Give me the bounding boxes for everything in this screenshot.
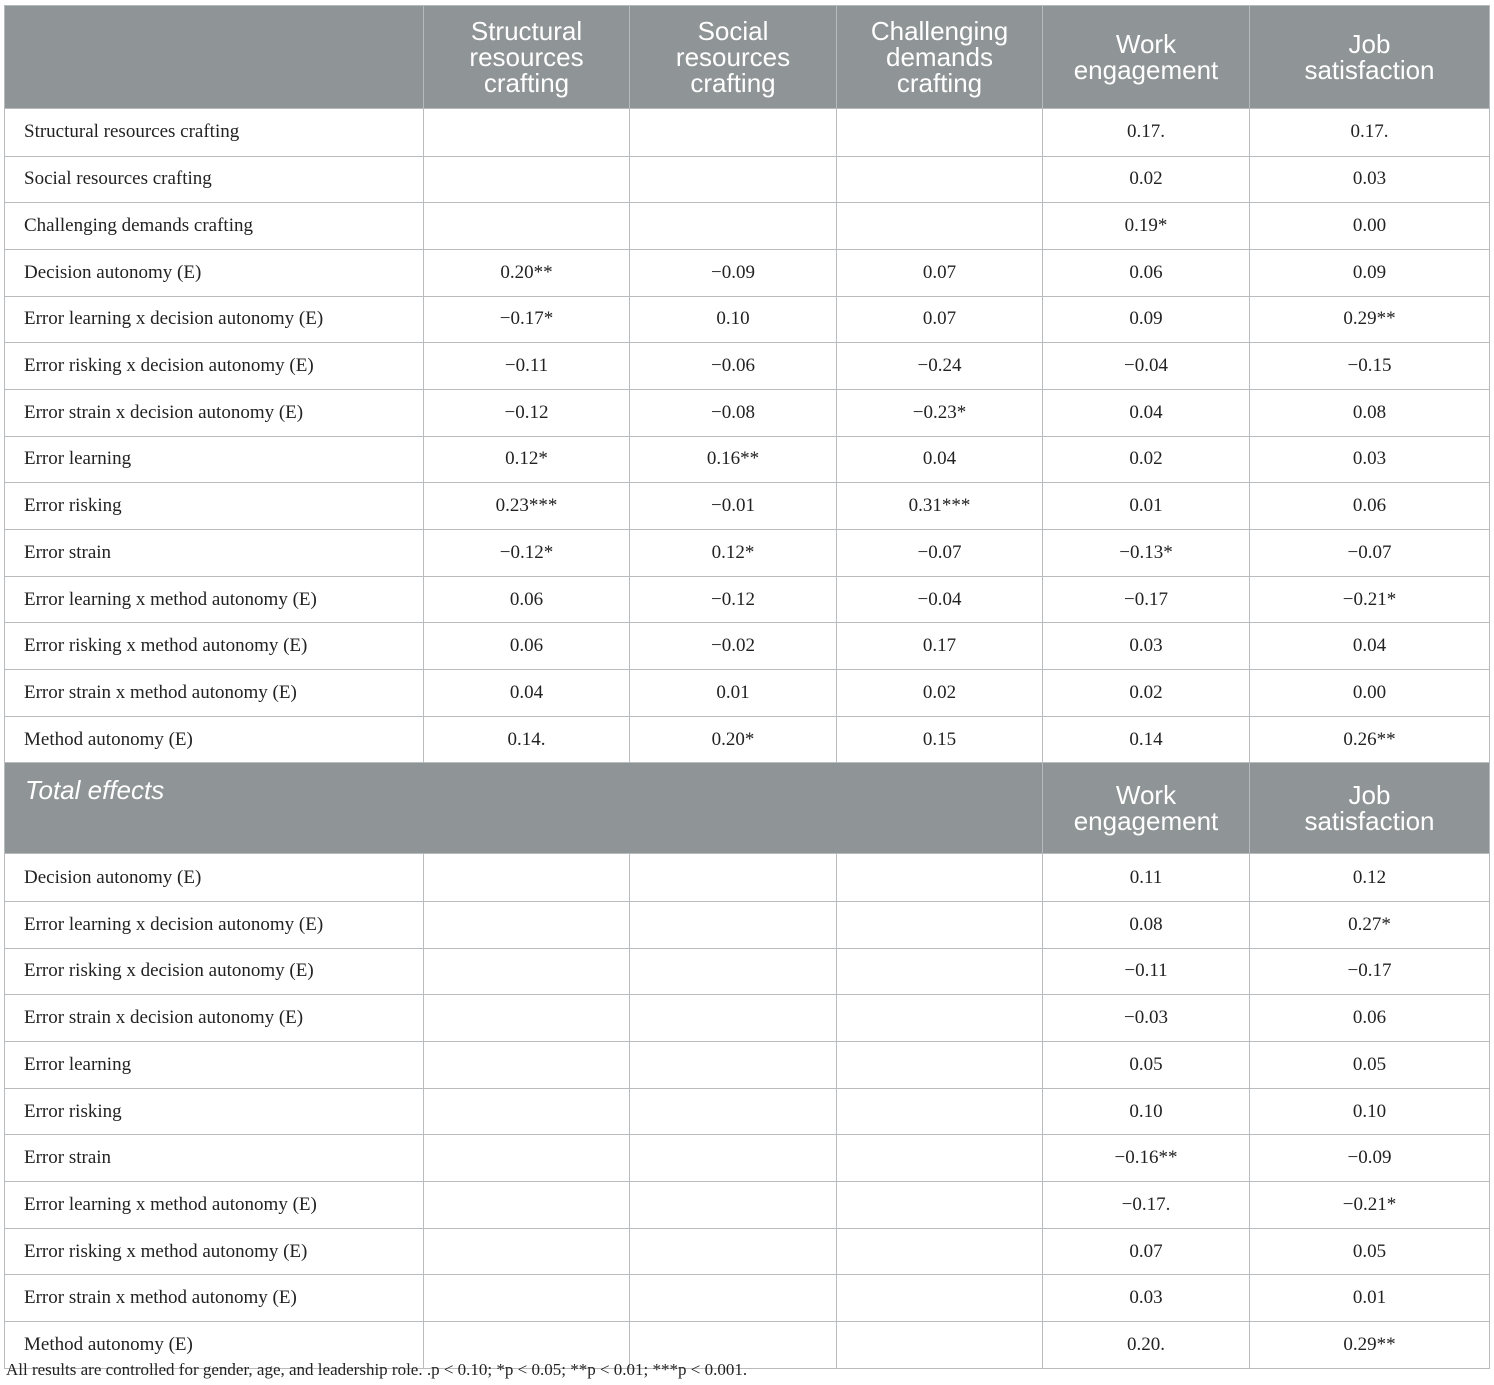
value-cell: −0.11 [424,343,630,390]
value-cell: 0.19* [1043,203,1250,250]
value-cell: 0.09 [1043,296,1250,343]
value-cell: 0.08 [1043,901,1250,948]
value-cell: 0.04 [1250,623,1490,670]
value-cell [837,948,1043,995]
row-label: Error strain x method autonomy (E) [5,670,424,717]
value-cell: 0.01 [1250,1275,1490,1322]
table-row [5,1135,1490,1182]
header-work-engagement [1043,6,1250,109]
value-cell: 0.05 [1043,1042,1250,1089]
value-cell: 0.06 [424,576,630,623]
value-cell [630,1088,837,1135]
value-cell: 0.07 [1043,1228,1250,1275]
table-row [5,1228,1490,1275]
header-job-satisfaction [1250,6,1490,109]
header-label: Social resources crafting [675,16,791,98]
row-label: Method autonomy (E) [5,716,424,763]
value-cell: 0.05 [1250,1228,1490,1275]
row-label: Challenging demands crafting [5,203,424,250]
value-cell: −0.12* [424,530,630,577]
value-cell: 0.06 [1250,483,1490,530]
table-footnote: All results are controlled for gender, age, and leadership role. .p < 0.10; *p < 0.05; **p < 0.01; ***p < 0.001. [6,1360,748,1379]
value-cell: 0.10 [630,296,837,343]
row-label: Error strain x decision autonomy (E) [5,389,424,436]
table-row [5,995,1490,1042]
header-label: Work engagement [1073,29,1219,85]
value-cell [424,203,630,250]
value-cell [424,156,630,203]
value-cell [424,1228,630,1275]
value-cell: −0.24 [837,343,1043,390]
row-label: Error learning x decision autonomy (E) [5,901,424,948]
value-cell: 0.31*** [837,483,1043,530]
table-row [5,483,1490,530]
table-row [5,530,1490,577]
row-label: Structural resources crafting [5,109,424,157]
table-row [5,343,1490,390]
value-cell: −0.23* [837,389,1043,436]
value-cell: 0.14. [424,716,630,763]
value-cell: −0.08 [630,389,837,436]
value-cell [424,901,630,948]
value-cell [630,1228,837,1275]
value-cell [630,1275,837,1322]
value-cell [630,1135,837,1182]
value-cell: −0.11 [1043,948,1250,995]
value-cell [837,109,1043,157]
value-cell: 0.07 [837,249,1043,296]
value-cell: 0.04 [1043,389,1250,436]
header-label: Job satisfaction [1304,29,1435,85]
header-label: Job satisfaction [1304,780,1435,837]
value-cell: 0.16** [630,436,837,483]
header-social-resources-crafting [630,6,837,109]
row-label: Error strain x decision autonomy (E) [5,995,424,1042]
value-cell [630,1182,837,1229]
value-cell [837,203,1043,250]
total-effects-title: Total effects [5,763,1043,854]
table-row [5,1275,1490,1322]
row-label: Error learning [5,436,424,483]
value-cell: 0.02 [1043,156,1250,203]
value-cell [837,1135,1043,1182]
value-cell [837,1322,1043,1369]
value-cell: 0.07 [837,296,1043,343]
value-cell [424,1182,630,1229]
header-label: Work engagement [1073,780,1219,837]
value-cell: 0.26** [1250,716,1490,763]
value-cell: −0.17* [424,296,630,343]
value-cell [837,1275,1043,1322]
value-cell: −0.04 [1043,343,1250,390]
value-cell: 0.09 [1250,249,1490,296]
value-cell: 0.11 [1043,854,1250,902]
value-cell: −0.15 [1250,343,1490,390]
row-label: Error learning x method autonomy (E) [5,576,424,623]
value-cell: 0.14 [1043,716,1250,763]
value-cell [837,995,1043,1042]
value-cell [837,1042,1043,1089]
direct-effects-body [5,109,1490,763]
table-row [5,948,1490,995]
total-effects-body [5,854,1490,1368]
row-label: Decision autonomy (E) [5,854,424,902]
row-label: Error risking x method autonomy (E) [5,1228,424,1275]
value-cell [630,901,837,948]
value-cell: 0.01 [630,670,837,717]
row-label: Error learning x method autonomy (E) [5,1182,424,1229]
value-cell: 0.12* [424,436,630,483]
value-cell [424,109,630,157]
value-cell: 0.06 [1043,249,1250,296]
value-cell [630,1042,837,1089]
value-cell: −0.07 [1250,530,1490,577]
value-cell [424,995,630,1042]
value-cell: −0.04 [837,576,1043,623]
value-cell: 0.17 [837,623,1043,670]
value-cell: −0.12 [630,576,837,623]
table-row [5,156,1490,203]
row-label: Error risking x decision autonomy (E) [5,948,424,995]
value-cell: 0.01 [1043,483,1250,530]
value-cell [630,995,837,1042]
value-cell [630,109,837,157]
value-cell: 0.02 [1043,670,1250,717]
table-row [5,576,1490,623]
value-cell: −0.12 [424,389,630,436]
value-cell: 0.03 [1250,156,1490,203]
total-effects-header [5,763,1490,854]
header-empty-cell [5,6,424,109]
table-row [5,623,1490,670]
value-cell: 0.12 [1250,854,1490,902]
row-label: Error risking [5,1088,424,1135]
value-cell: 0.03 [1043,623,1250,670]
value-cell: −0.17 [1043,576,1250,623]
value-cell: 0.23*** [424,483,630,530]
value-cell [424,1275,630,1322]
total-header-job-satisfaction [1250,763,1490,854]
header-structural-resources-crafting [424,6,630,109]
table-row [5,436,1490,483]
value-cell [837,901,1043,948]
value-cell [424,1135,630,1182]
value-cell: −0.16** [1043,1135,1250,1182]
value-cell: 0.06 [1250,995,1490,1042]
value-cell: 0.20* [630,716,837,763]
value-cell: 0.10 [1250,1088,1490,1135]
value-cell [424,854,630,902]
value-cell: 0.15 [837,716,1043,763]
row-label: Method autonomy (E) [5,1322,424,1369]
value-cell: 0.27* [1250,901,1490,948]
value-cell: −0.13* [1043,530,1250,577]
table-row [5,249,1490,296]
value-cell: 0.29** [1250,296,1490,343]
value-cell: −0.17. [1043,1182,1250,1229]
value-cell: 0.05 [1250,1042,1490,1089]
value-cell: 0.10 [1043,1088,1250,1135]
value-cell [837,854,1043,902]
value-cell [424,1088,630,1135]
header-label: Challenging demands crafting [870,16,1009,98]
row-label: Error risking x decision autonomy (E) [5,343,424,390]
value-cell: 0.04 [837,436,1043,483]
row-label: Decision autonomy (E) [5,249,424,296]
value-cell [837,1228,1043,1275]
value-cell [630,203,837,250]
header-label: Structural resources crafting [469,16,584,98]
value-cell: −0.09 [630,249,837,296]
value-cell [837,156,1043,203]
column-header-row [5,6,1490,109]
value-cell [837,1088,1043,1135]
value-cell: −0.07 [837,530,1043,577]
value-cell: 0.17. [1043,109,1250,157]
value-cell [837,1182,1043,1229]
row-label: Error strain [5,530,424,577]
value-cell: 0.02 [837,670,1043,717]
value-cell [630,156,837,203]
row-label: Error strain [5,1135,424,1182]
value-cell [630,854,837,902]
row-label: Error risking [5,483,424,530]
row-label: Error learning x decision autonomy (E) [5,296,424,343]
table-row [5,389,1490,436]
value-cell: 0.00 [1250,670,1490,717]
value-cell: 0.02 [1043,436,1250,483]
value-cell: 0.12* [630,530,837,577]
total-effects-header-row [5,763,1490,854]
row-label: Error learning [5,1042,424,1089]
table-row [5,1042,1490,1089]
value-cell: 0.20** [424,249,630,296]
value-cell: −0.03 [1043,995,1250,1042]
value-cell: 0.03 [1250,436,1490,483]
table-row [5,109,1490,157]
table-row [5,716,1490,763]
value-cell [424,1042,630,1089]
value-cell: −0.06 [630,343,837,390]
table-row [5,203,1490,250]
value-cell: 0.08 [1250,389,1490,436]
value-cell: −0.09 [1250,1135,1490,1182]
header-challenging-demands-crafting [837,6,1043,109]
row-label: Social resources crafting [5,156,424,203]
value-cell: −0.01 [630,483,837,530]
value-cell: 0.06 [424,623,630,670]
table-row [5,1182,1490,1229]
value-cell: −0.02 [630,623,837,670]
value-cell: −0.21* [1250,576,1490,623]
table-row [5,296,1490,343]
value-cell: 0.17. [1250,109,1490,157]
row-label: Error strain x method autonomy (E) [5,1275,424,1322]
results-table [4,5,1490,1369]
value-cell: 0.03 [1043,1275,1250,1322]
total-header-work-engagement [1043,763,1250,854]
value-cell: −0.21* [1250,1182,1490,1229]
value-cell: −0.17 [1250,948,1490,995]
table-row [5,854,1490,902]
value-cell [630,948,837,995]
value-cell: 0.00 [1250,203,1490,250]
value-cell: 0.04 [424,670,630,717]
value-cell: 0.29** [1250,1322,1490,1369]
table-row [5,670,1490,717]
table-row [5,901,1490,948]
value-cell: 0.20. [1043,1322,1250,1369]
value-cell [424,948,630,995]
table-row [5,1088,1490,1135]
row-label: Error risking x method autonomy (E) [5,623,424,670]
